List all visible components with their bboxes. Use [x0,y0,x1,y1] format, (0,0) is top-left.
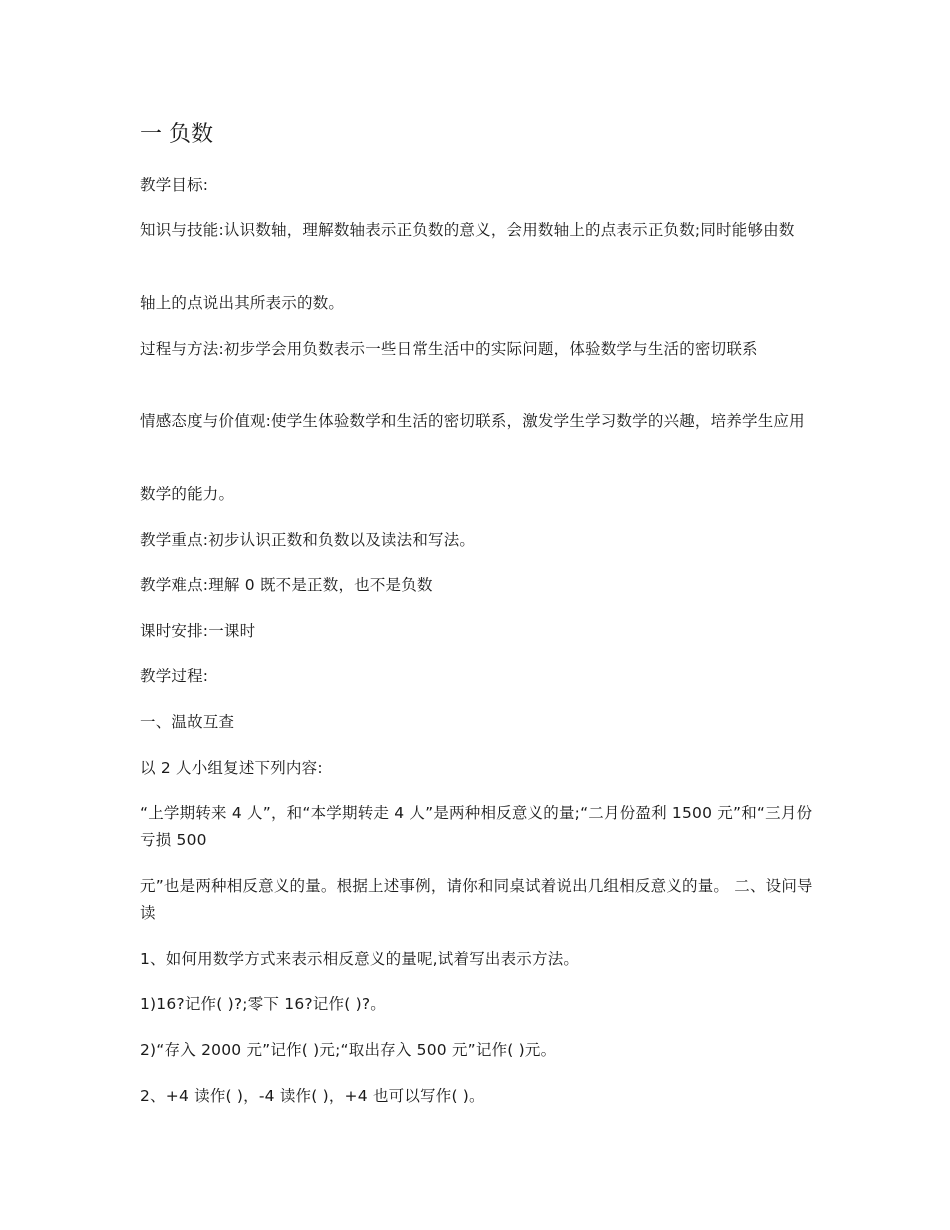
paragraph-group-review: 以 2 人小组复述下列内容: [140,759,323,777]
paragraph-emotion-values: 情感态度与价值观:使学生体验数学和生活的密切联系，激发学生学习数学的兴趣，培养学生应用 [140,412,805,430]
question-1-2: 2)“存入 2000 元”记作( )元;“取出存入 500 元”记作( )元。 [140,1041,557,1059]
section-review-heading: 一、温故互查 [140,713,235,731]
paragraph-opposite-quantities: “上学期转来 4 人”，和“本学期转走 4 人”是两种相反意义的量;“二月份盈利 1500 元”和“三月份亏损 500 [140,804,813,849]
question-2: 2、+4 读作( )，-4 读作( )，+4 也可以写作( )。 [140,1087,485,1105]
question-1: 1、如何用数学方式来表示相反意义的量呢,试着写出表示方法。 [140,950,580,968]
paragraph-difficulties: 教学难点:理解 0 既不是正数，也不是负数 [140,576,433,594]
paragraph-knowledge-skills: 知识与技能:认识数轴，理解数轴表示正负数的意义，会用数轴上的点表示正负数;同时能够由数 [140,221,795,239]
paragraph-teaching-goals-heading: 教学目标: [140,176,209,194]
paragraph-key-points: 教学重点:初步认识正数和负数以及读法和写法。 [140,531,476,549]
paragraph-process-heading: 教学过程: [140,667,209,685]
paragraph-opposite-quantities-cont: 元”也是两种相反意义的量。根据上述事例，请你和同桌试着说出几组相反意义的量。 二、设问导读 [140,877,813,922]
paragraph-emotion-values-cont: 数学的能力。 [140,485,235,503]
paragraph-schedule: 课时安排:一课时 [140,622,256,640]
paragraph-process-method: 过程与方法:初步学会用负数表示一些日常生活中的实际问题，体验数学与生活的密切联系 [140,340,758,358]
paragraph-knowledge-skills-cont: 轴上的点说出其所表示的数。 [140,294,345,312]
question-1-1: 1)16?记作( )?;零下 16?记作( )?。 [140,995,386,1013]
page-title: 一 负数 [140,122,213,147]
